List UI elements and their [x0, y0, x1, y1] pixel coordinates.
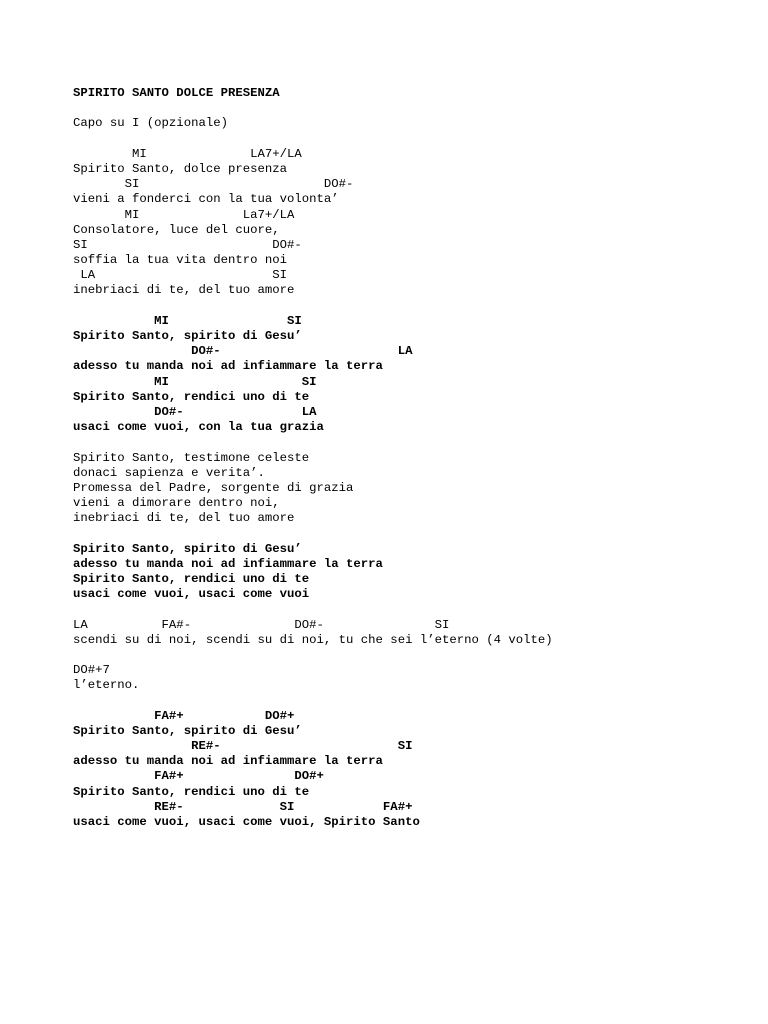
chord-line: FA#+ DO#+: [73, 708, 295, 723]
lyric-line: usaci come vuoi, con la tua grazia: [73, 420, 324, 435]
lyric-line: Spirito Santo, spirito di Gesu’: [73, 329, 302, 343]
lyric-line: vieni a dimorare dentro noi,: [73, 496, 280, 511]
chord-line: DO#+7: [73, 663, 110, 678]
chord-line: SI DO#-: [73, 177, 354, 192]
chord-line: RE#- SI: [73, 739, 413, 754]
lyric-line: Spirito Santo, testimone celeste: [73, 450, 310, 465]
bridge: [73, 618, 753, 648]
chorus-2: [73, 542, 753, 603]
chord-line: FA#+ DO#+: [73, 769, 324, 784]
lyric-line: Spirito Santo, rendici uno di te: [73, 572, 310, 586]
lyric-line: inebriaci di te, del tuo amore: [73, 511, 295, 526]
lyric-line: vieni a fonderci con la tua volonta’: [73, 192, 339, 207]
lyric-line: usaci come vuoi, usaci come vuoi, Spirito Santo: [73, 815, 420, 829]
song-title: SPIRITO SANTO DOLCE PRESENZA: [73, 86, 280, 100]
chorus-3: [73, 709, 753, 831]
lyric-line: Spirito Santo, spirito di Gesu’: [73, 723, 302, 738]
lyric-line: Consolatore, luce del cuore,: [73, 222, 280, 237]
capo-note: Capo su I (opzionale): [73, 116, 228, 131]
lyric-line: Spirito Santo, rendici uno di te: [73, 784, 310, 799]
lyric-line: adesso tu manda noi ad infiammare la terra: [73, 754, 383, 769]
verse-2: [73, 451, 753, 527]
chord-line: MI SI: [73, 374, 317, 389]
song-sheet: [73, 86, 753, 830]
spacer: [73, 602, 753, 617]
lyric-line: Spirito Santo, dolce presenza: [73, 161, 288, 176]
chord-line: DO#- LA: [73, 404, 317, 419]
chord-line: MI LA7+/LA: [73, 146, 302, 161]
verse-1: [73, 147, 753, 299]
chord-line: DO#- LA: [73, 344, 413, 359]
lyric-line: inebriaci di te, del tuo amore: [73, 283, 295, 298]
spacer: [73, 101, 753, 116]
spacer: [73, 648, 753, 663]
chord-line: MI SI: [73, 313, 302, 328]
chord-line: SI DO#-: [73, 237, 302, 252]
spacer: [73, 132, 753, 147]
spacer: [73, 526, 753, 541]
lyric-line: l’eterno.: [73, 678, 140, 693]
spacer: [73, 694, 753, 709]
lyric-line: Promessa del Padre, sorgente di grazia: [73, 480, 354, 495]
ending: [73, 663, 753, 693]
spacer: [73, 435, 753, 450]
chord-line: RE#- SI FA#+: [73, 799, 413, 814]
lyric-line: usaci come vuoi, usaci come vuoi: [73, 587, 310, 602]
lyric-line: scendi su di noi, scendi su di noi, tu che sei l’eterno (4 volte): [73, 632, 553, 647]
chorus-1: [73, 314, 753, 436]
chord-line: LA SI: [73, 268, 288, 283]
lyric-line: Spirito Santo, rendici uno di te: [73, 389, 310, 404]
lyric-line: adesso tu manda noi ad infiammare la terra: [73, 359, 383, 374]
chord-line: LA FA#- DO#- SI: [73, 617, 450, 632]
lyric-line: donaci sapienza e verita’.: [73, 465, 265, 480]
lyric-line: Spirito Santo, spirito di Gesu’: [73, 541, 302, 556]
spacer: [73, 299, 753, 314]
lyric-line: adesso tu manda noi ad infiammare la terra: [73, 556, 383, 571]
chord-line: MI La7+/LA: [73, 207, 295, 222]
lyric-line: soffia la tua vita dentro noi: [73, 253, 288, 268]
